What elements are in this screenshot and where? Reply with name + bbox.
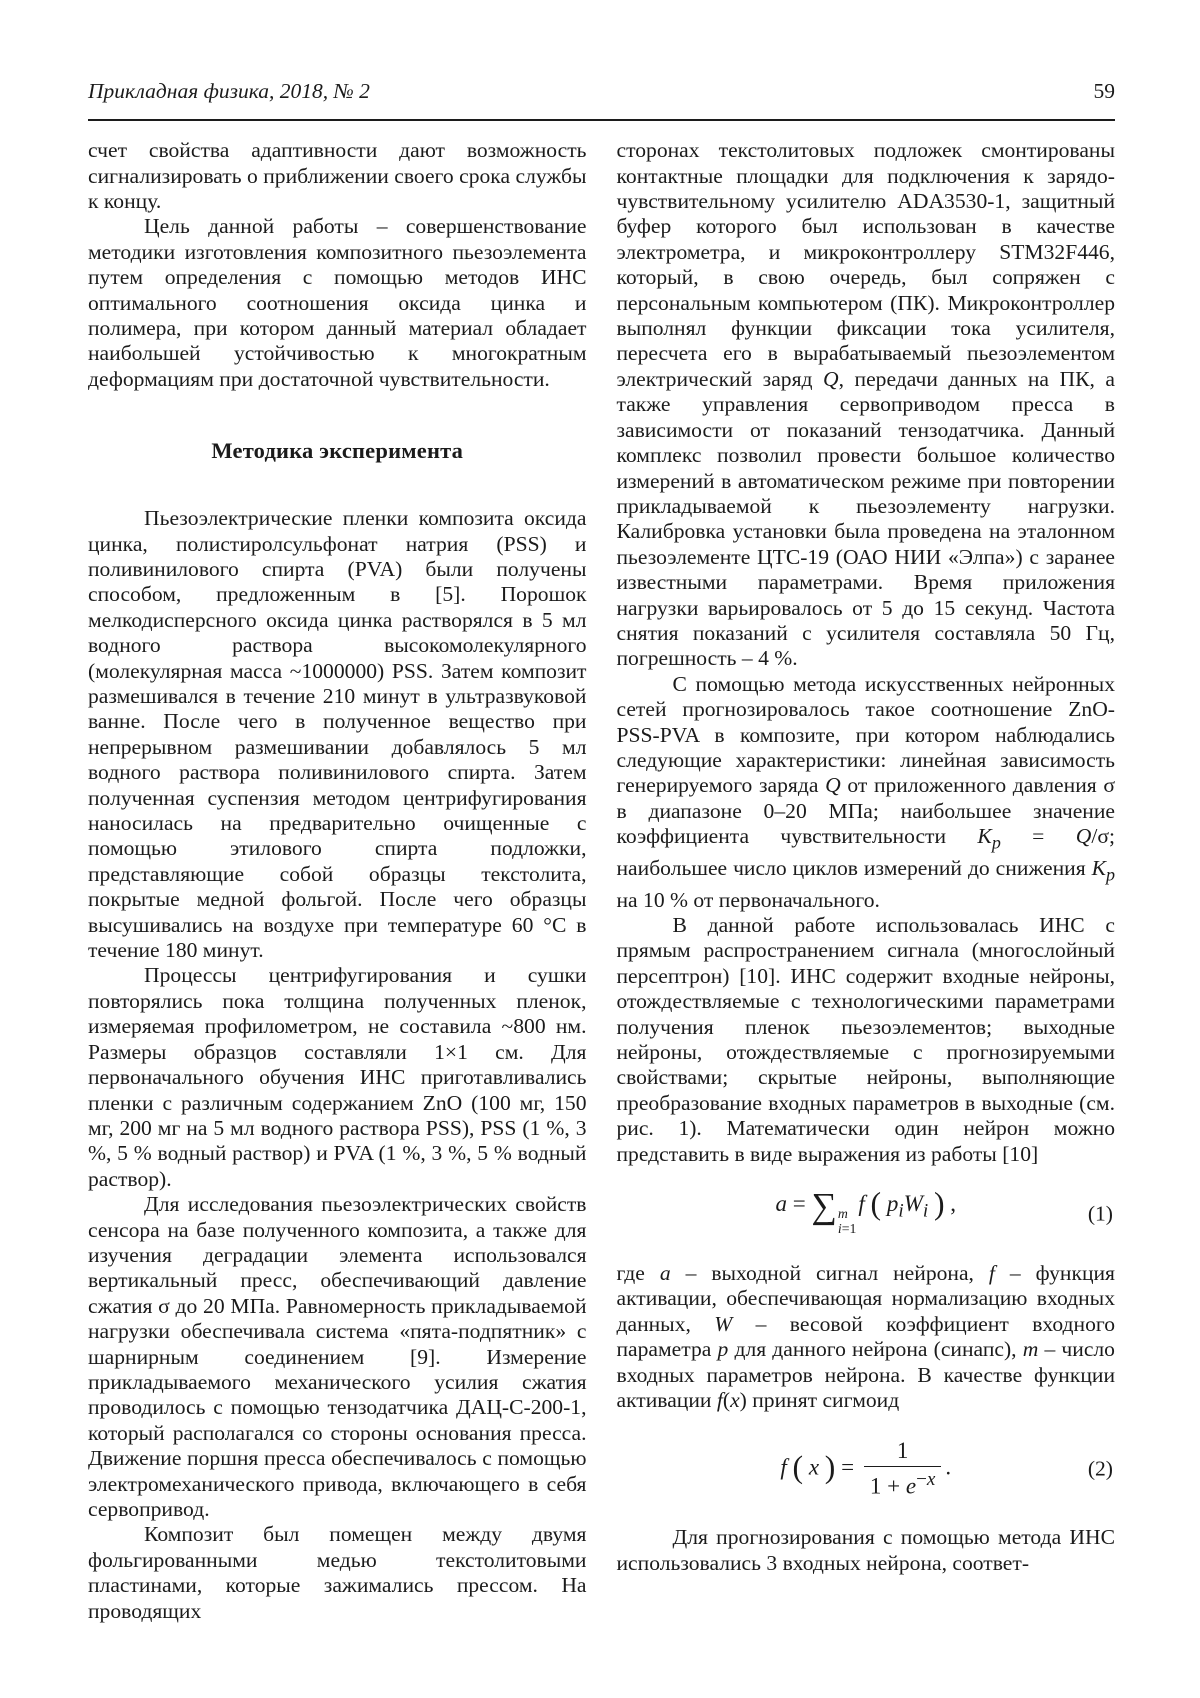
journal-title: Прикладная физика, 2018, № 2: [88, 79, 370, 103]
page-number: 59: [1093, 79, 1115, 103]
paragraph-press: Для исследования пьезоэлектрических свойств сенсора на базе полученного композита, а также для изучения деградации элемента использовался вертикальный пресс, обеспечивающий давление сжатия σ до 20 МПа. Равномерность прикладываемой нагрузки обеспечивала система «пята-подпятник» с шарнирным соединением [9]. Измерение прикладываемого механического усилия сжатия проводилось с помощью тензодатчика ДАЦ-С-200-1, который располагался со стороны основания пресса. Движение поршня пресса обеспечивалось с помощью электромеханического привода, включающего в себя сервопривод.: [88, 1192, 587, 1522]
equation-2-formula: f ( x ) = $\frac{1}{1 + e^{-x}}$ .: [780, 1437, 951, 1501]
section-heading: Методика эксперимента: [211, 438, 464, 464]
paragraph-perceptron: В данной работе использовалась ИНС с прямым распространением сигнала (многослойный персептрон) [10]. ИНС содержит входные нейроны, отождествляемые с технологическими параметрами получения пленок пьезоэлементов; выходные нейроны, отождествляемые с прогнозируемыми свойствами; скрытые нейроны, выполняющие преобразование входных параметров в выходные (см. рис. 1). Математически один нейрон можно представить в виде выражения из работы [10]: [616, 913, 1115, 1166]
equation-1: [617, 1185, 1116, 1237]
paragraph-goal: Цель данной работы – совершенствование методики изготовления композитного пьезоэлемента путем определения с помощью методов ИНС оптимального соотношения оксида цинка и полимера, при котором данный материал обладает наибольшей устойчивостью к многократным деформациям при достаточной чувствительности.: [88, 214, 587, 391]
paragraph-definitions: где a – выходной сигнал нейрона, f – функция активации, обеспечивающая нормализацию входных данных, W – весовой коэффициент входного параметра p для данного нейрона (синапс), m – число входных параметров нейрона. В качестве функции активации f(x) принят сигмоид: [616, 1260, 1115, 1412]
paragraph-electronics: сторонах текстолитовых подложек смонтированы контактные площадки для подключения к зарядо-чувствительному усилителю ADA3530-1, защитный буфер которого был использован в качестве электрометра, и микроконтроллеру STM32F446, который, в свою очередь, был сопряжен с персональным компьютером (ПК). Микроконтроллер выполнял функции фиксации тока усилителя, пересчета его в вырабатываемый пьезоэлементом электрический заряд Q, передачи данных на ПК, а также управления сервоприводом пресса в зависимости от показаний тензодатчика. Данный комплекс позволил провести большое количество измерений в автоматическом режиме при повторении прикладываемой к пьезоэлементу нагрузки. Калибровка установки была проведена на эталонном пьезоэлементе ЦТС-19 (ОАО НИИ «Элпа») с заранее известными параметрами. Время приложения нагрузки варьировалось от 5 до 15 секунд. Частота снятия показаний с усилителя составляла 50 Гц, погрешность – 4 %.: [616, 138, 1116, 671]
equation-2-number: (2): [1087, 1456, 1113, 1481]
paragraph-forecast: Для прогнозирования с помощью метода ИНС использовались 3 входных нейрона, соответ-: [616, 1525, 1115, 1575]
paragraph-ann-prediction: С помощью метода искусственных нейронных сетей прогнозировалось такое соотношение ZnO-PSS-PVA в композите, при котором наблюдались следующие характеристики: линейная зависимость генерируемого заряда Q от приложенного давления σ в диапазоне 0–20 МПа; наибольшее значение коэффициента чувствительности $K_p = Q/\sigma$; наибольшее число циклов измерений до снижения $K_p$ на 10 % от первоначального.: [616, 671, 1115, 912]
running-head: [88, 80, 1115, 104]
right-column: [617, 138, 1116, 1624]
equation-2: [617, 1437, 1116, 1501]
header-rule: [88, 119, 1115, 122]
equation-1-number: (1): [1087, 1201, 1113, 1226]
paragraph-films: Пьезоэлектрические пленки композита оксида цинка, полистиролсульфонат натрия (PSS) и поливинилового спирта (PVA) были получены способом, предложенным в [5]. Порошок мелкодисперсного оксида цинка растворялся в 5 мл водного раствора высокомолекулярного (молекулярная масса ~1000000) PSS. Затем композит размешивался в течение 210 минут в ультразвуковой ванне. После чего в полученное вещество при непрерывном размешивании добавлялось 5 мл водного раствора поливинилового спирта. Затем полученная суспензия методом центрифугирования наносилась на предварительно очищенные с помощью этилового спирта подложки, представляющие собой образцы текстолита, покрытые медной фольгой. После чего образцы высушивались на воздухе при температуре 60 °С в течение 180 минут.: [88, 506, 587, 963]
equation-1-formula: a = ∑ m i=1 f ( $p_iW_i$ ) ,: [775, 1185, 957, 1237]
paragraph-process: Процессы центрифугирования и сушки повторялись пока толщина полученных пленок, измеряемая профилометром, не составила ~800 нм. Размеры образцов составляли 1×1 см. Для первоначального обучения ИНС приготавливались пленки с различным содержанием ZnO (100 мг, 150 мг, 200 мг на 5 мл водного раствора PSS), PSS (1 %, 3 %, 5 % водный раствор) и PVA (1 %, 3 %, 5 % водный раствор).: [88, 963, 587, 1191]
paragraph-continuation: счет свойства адаптивности дают возможность сигнализировать о приближении своего срока службы к концу.: [88, 138, 587, 214]
paragraph-composite: Композит был помещен между двумя фольгированными медью текстолитовыми пластинами, которые зажимались прессом. На проводящих: [88, 1522, 587, 1623]
left-column: [88, 138, 587, 1624]
article-body: [88, 138, 1115, 1624]
